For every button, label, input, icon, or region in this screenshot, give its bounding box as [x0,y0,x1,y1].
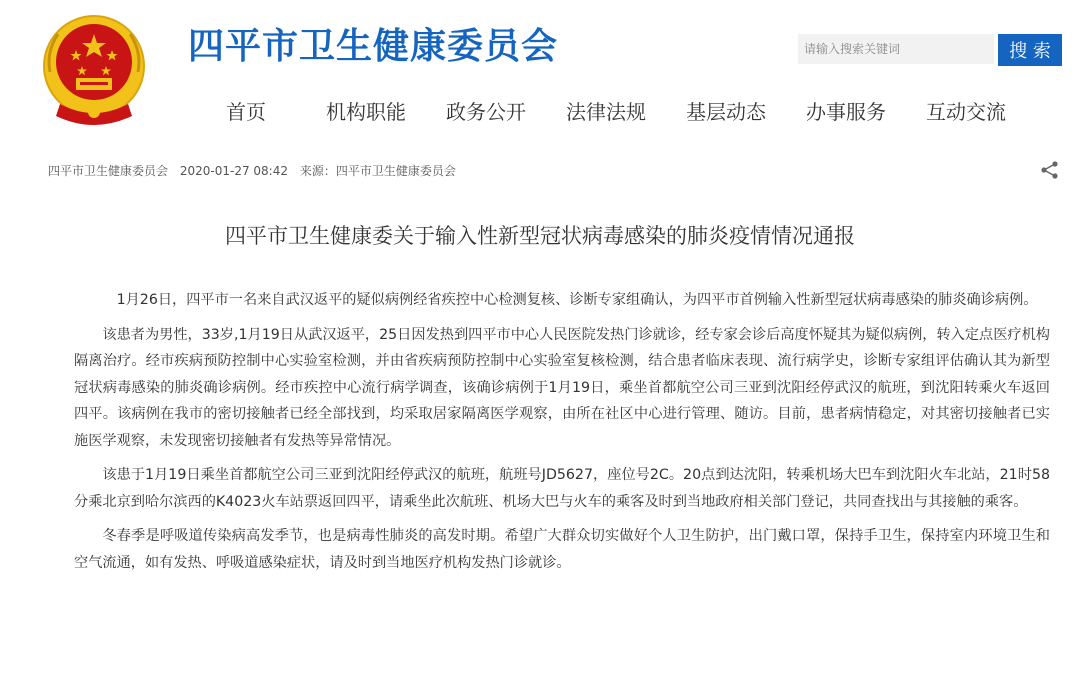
main-nav [210,96,1046,125]
nav-item-institution[interactable]: 机构职能 [326,100,406,124]
nav-item-government-affairs[interactable]: 政务公开 [446,100,526,124]
article-paragraph: 该患于1月19日乘坐首都航空公司三亚到沈阳经停武汉的航班，航班号JD5627，座位号2C。20点到达沈阳，转乘机场大巴车到沈阳火车北站，21时58分乘北京到哈尔滨西的K4023火车站票返回四平，请乘坐此次航班、机场大巴与火车的乘客及时到当地政府相关部门登记，共同查找出与其接触的乘客。 [74,467,1050,510]
article-meta [48,162,464,179]
search-button[interactable]: 搜 索 [998,34,1062,66]
article-datetime: 2020-01-27 08:42 [179,164,288,178]
share-icon[interactable] [1040,160,1060,180]
national-emblem-logo [40,12,148,128]
site-title[interactable]: 四平市卫生健康委员会 [188,26,559,67]
article-title: 四平市卫生健康委关于输入性新型冠状病毒感染的肺炎疫情情况通报 [225,224,855,248]
article-paragraph: 1月26日，四平市一名来自武汉返平的疑似病例经省疾控中心检测复核、诊断专家组确认，为四平市首例输入性新型冠状病毒感染的肺炎确诊病例。 [116,292,1038,308]
article-source: 来源：四平市卫生健康委员会 [299,164,456,178]
nav-item-grassroots[interactable]: 基层动态 [686,100,766,124]
article-body [74,287,1050,584]
article-author: 四平市卫生健康委员会 [48,164,169,178]
article-paragraph: 该患者为男性，33岁,1月19日从武汉返平，25日因发热到四平市中心人民医院发热门诊就诊，经专家会诊后高度怀疑其为疑似病例，转入定点医疗机构隔离治疗。经市疾病预防控制中心实验室检测，并由省疾病预防控制中心实验室复核检测，结合患者临床表现、流行病学史，诊断专家组评估确认其为新型冠状病毒感染的肺炎确诊病例。经市疾控中心流行病学调查，该确诊病例于1月19日，乘坐首都航空公司三亚到沈阳经停武汉的航班，到沈阳转乘火车返回四平。该病例在我市的密切接触者已经全部找到，均采取居家隔离医学观察，由所在社区中心进行管理、随访。目前，患者病情稳定，对其密切接触者已实施医学观察，未发现密切接触者有发热等异常情况。 [74,326,1050,449]
article-paragraph: 冬春季是呼吸道传染病高发季节，也是病毒性肺炎的高发时期。希望广大群众切实做好个人卫生防护，出门戴口罩，保持手卫生，保持室内环境卫生和空气流通，如有发热、呼吸道感染症状，请及时到当地医疗机构发热门诊就诊。 [74,528,1050,571]
search-input[interactable] [798,34,994,64]
nav-item-services[interactable]: 办事服务 [806,100,886,124]
nav-item-home[interactable]: 首页 [226,100,266,124]
nav-item-laws[interactable]: 法律法规 [566,100,646,124]
nav-item-interaction[interactable]: 互动交流 [926,100,1006,124]
